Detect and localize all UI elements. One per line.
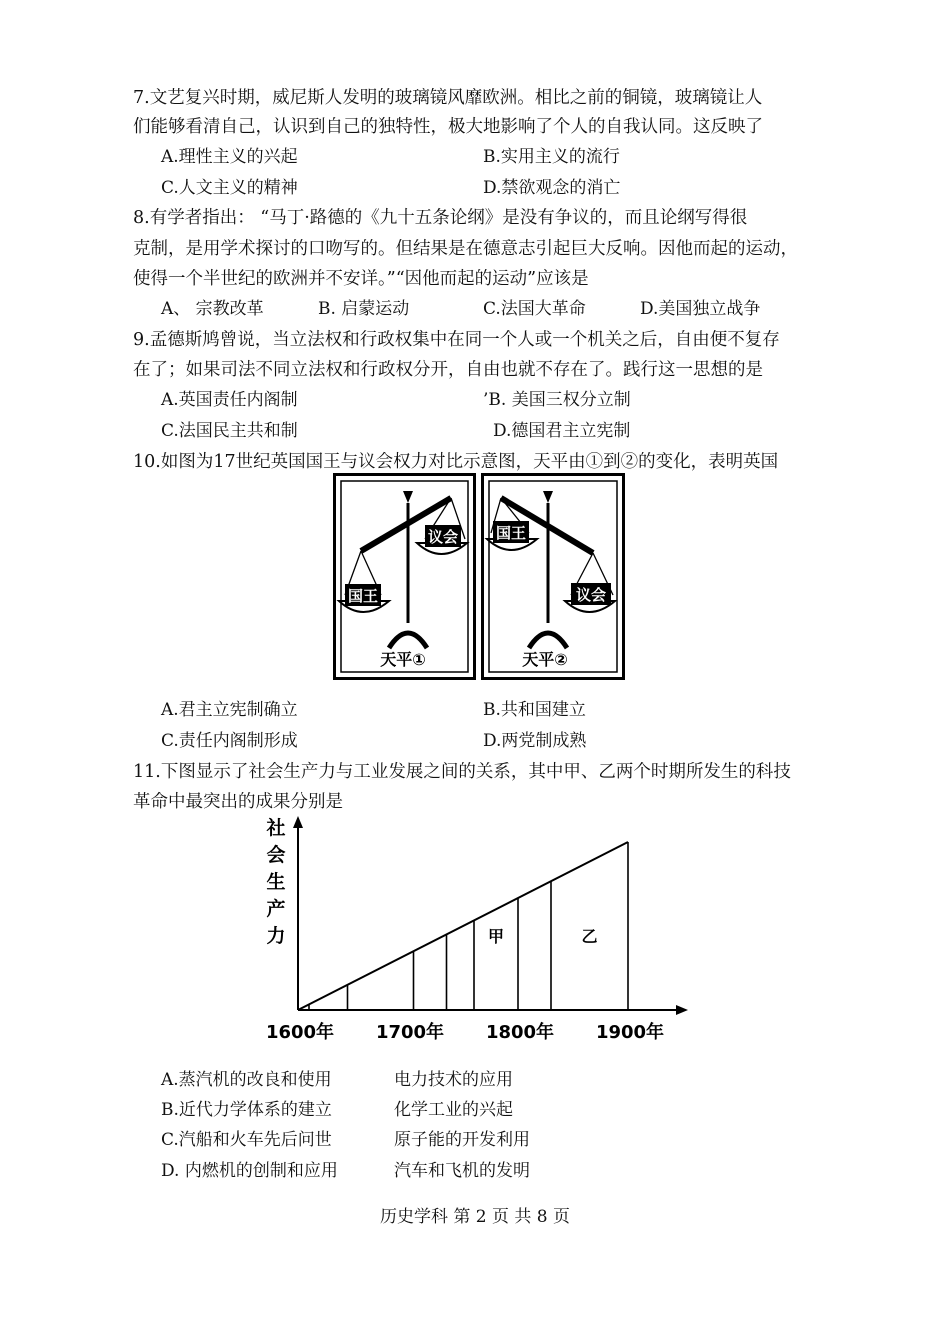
q9-option-d: D.德国君主立宪制	[493, 421, 631, 441]
q7-stem-line1: 7.文艺复兴时期，威尼斯人发明的玻璃镜风靡欧洲。相比之前的铜镜，玻璃镜让人	[133, 88, 763, 108]
q10-option-b: B.共和国建立	[483, 700, 586, 720]
q9-stem-line2: 在了；如果司法不同立法权和行政权分开，自由也就不存在了。践行这一思想的是	[133, 360, 763, 380]
panel2-up-label: 国王	[495, 524, 527, 542]
q7-option-a: A.理性主义的兴起	[161, 147, 298, 167]
q11-option-d-answer: 汽车和飞机的发明	[394, 1161, 530, 1181]
q11-option-a-label: A.蒸汽机的改良和使用	[161, 1070, 332, 1090]
panel1-down-label: 国王	[347, 587, 379, 605]
x-axis-arrow	[676, 1005, 688, 1015]
q8-option-c: C.法国大革命	[483, 299, 586, 319]
q11-option-c-answer: 原子能的开发利用	[394, 1130, 530, 1150]
productivity-line	[298, 842, 628, 1010]
y-axis-label-char-4: 产	[266, 898, 286, 920]
q8-option-b: B. 启蒙运动	[318, 299, 410, 319]
q8-stem-line1: 8.有学者指出： “马丁·路德的《九十五条论纲》是没有争议的，而且论纲写得很	[133, 208, 748, 228]
page-footer: 历史学科 第 2 页 共 8 页	[379, 1207, 571, 1227]
panel1-caption: 天平①	[380, 650, 426, 669]
q10-option-c: C.责任内阁制形成	[161, 731, 298, 751]
region-label-1: 甲	[487, 927, 505, 946]
q10-stem-line1: 10.如图为17世纪英国国王与议会权力对比示意图，天平由①到②的变化，表明英国	[133, 452, 779, 472]
q9-option-c: C.法国民主共和制	[161, 421, 298, 441]
panel1-up-label: 议会	[427, 528, 459, 546]
productivity-chart	[260, 812, 690, 1047]
panel2-frame	[483, 475, 624, 679]
q7-option-c: C.人文主义的精神	[161, 178, 298, 198]
y-axis-label-char-3: 生	[266, 871, 286, 893]
q7-option-b: B.实用主义的流行	[483, 147, 620, 167]
x-tick-label-3: 1800年	[485, 1022, 555, 1043]
panel2-caption: 天平②	[522, 650, 568, 669]
y-axis-label-char-1: 社	[266, 817, 286, 839]
q7-stem-line2: 们能够看清自己，认识到自己的独特性，极大地影响了个人的自我认同。这反映了	[133, 117, 763, 137]
x-tick-label-4: 1900年	[595, 1022, 665, 1043]
balance-2	[487, 491, 615, 669]
q9-option-b: ’B. 美国三权分立制	[483, 390, 631, 410]
x-tick-label-2: 1700年	[375, 1022, 445, 1043]
q10-option-a: A.君主立宪制确立	[161, 700, 298, 720]
balance-1	[339, 491, 467, 669]
q11-option-b-label: B.近代力学体系的建立	[161, 1100, 332, 1120]
balance-figure	[333, 473, 626, 681]
panel1-inner-frame	[341, 481, 468, 672]
panel2-down-label: 议会	[575, 586, 607, 604]
q11-stem-line1: 11.下图显示了社会生产力与工业发展之间的关系，其中甲、乙两个时期所发生的科技	[133, 762, 791, 782]
q11-option-d-label: D. 内燃机的创制和应用	[161, 1161, 338, 1181]
region-label-2: 乙	[581, 927, 598, 946]
y-axis-label-char-5: 力	[266, 925, 286, 947]
q8-option-a: A、 宗教改革	[161, 299, 264, 319]
q11-option-c-label: C.汽船和火车先后问世	[161, 1130, 332, 1150]
q10-option-d: D.两党制成熟	[483, 731, 587, 751]
q9-stem-line1: 9.孟德斯鸠曾说，当立法权和行政权集中在同一个人或一个机关之后，自由便不复存	[133, 330, 780, 350]
y-axis-label-char-2: 会	[266, 844, 286, 866]
q8-stem-line2: 克制，是用学术探讨的口吻写的。但结果是在德意志引起巨大反响。因他而起的运动，	[133, 239, 798, 259]
q9-option-a: A.英国责任内阁制	[161, 390, 298, 410]
panel2-inner-frame	[489, 481, 617, 672]
y-axis-arrow	[293, 816, 303, 828]
q11-stem-line2: 革命中最突出的成果分别是	[133, 792, 343, 812]
x-tick-label-1: 1600年	[265, 1022, 335, 1043]
q7-option-d: D.禁欲观念的消亡	[483, 178, 621, 198]
q8-stem-line3: 使得一个半世纪的欧洲并不安详。”“因他而起的运动”应该是	[133, 269, 589, 289]
q11-option-b-answer: 化学工业的兴起	[394, 1100, 513, 1120]
q11-option-a-answer: 电力技术的应用	[394, 1070, 513, 1090]
q8-option-d: D.美国独立战争	[640, 299, 761, 319]
